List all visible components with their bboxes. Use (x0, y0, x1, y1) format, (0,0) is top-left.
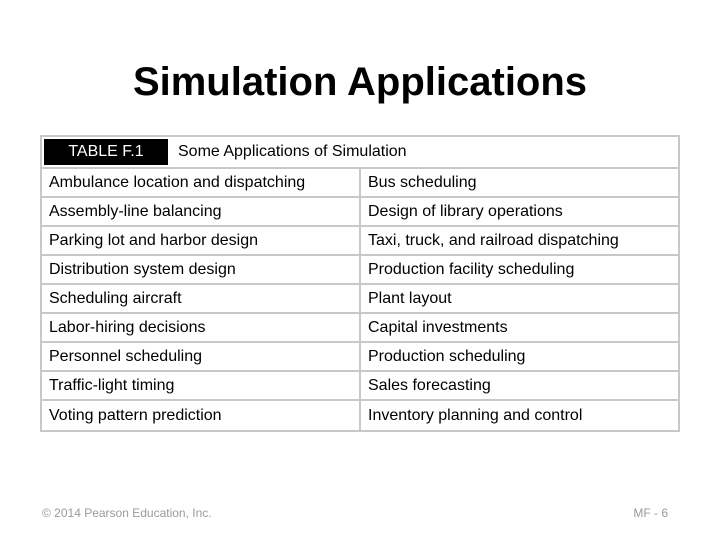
slide-title: Simulation Applications (132, 60, 588, 104)
table-cell-right: Capital investments (368, 318, 508, 336)
table-cell-right: Production facility scheduling (368, 260, 575, 278)
table-row (42, 343, 678, 372)
table-cell-left: Personnel scheduling (42, 343, 361, 370)
table-cell-left: Labor-hiring decisions (42, 314, 361, 341)
table-row (42, 256, 678, 285)
table-cell-right: Inventory planning and control (368, 406, 583, 424)
table-row (42, 314, 678, 343)
table-cell-left: Scheduling aircraft (42, 285, 361, 312)
table-row (42, 401, 678, 430)
table-caption (42, 137, 678, 169)
table-row (42, 198, 678, 227)
table-cell-left: Assembly-line balancing (42, 198, 361, 225)
table-cell-right: Design of library operations (368, 202, 563, 220)
table-cell-left: Voting pattern prediction (42, 401, 361, 430)
table-cell-right: Production scheduling (368, 347, 526, 365)
table-cell-right: Taxi, truck, and railroad dispatching (368, 231, 619, 249)
table-cell-left: Distribution system design (42, 256, 361, 283)
applications-table (40, 135, 680, 432)
table-cell-right: Plant layout (368, 289, 452, 307)
table-body (42, 169, 678, 430)
table-caption-title: Some Applications of Simulation (178, 143, 407, 160)
table-row (42, 169, 678, 198)
table-row (42, 285, 678, 314)
table-cell-right: Bus scheduling (368, 173, 477, 191)
page-number: MF - 6 (633, 506, 668, 520)
table-cell-left: Parking lot and harbor design (42, 227, 361, 254)
table-row (42, 227, 678, 256)
table-row (42, 372, 678, 401)
table-cell-right: Sales forecasting (368, 376, 491, 394)
table-number-label: TABLE F.1 (44, 139, 168, 165)
table-cell-left: Ambulance location and dispatching (42, 169, 361, 196)
table-cell-left: Traffic-light timing (42, 372, 361, 399)
copyright-notice: © 2014 Pearson Education, Inc. (42, 506, 212, 520)
